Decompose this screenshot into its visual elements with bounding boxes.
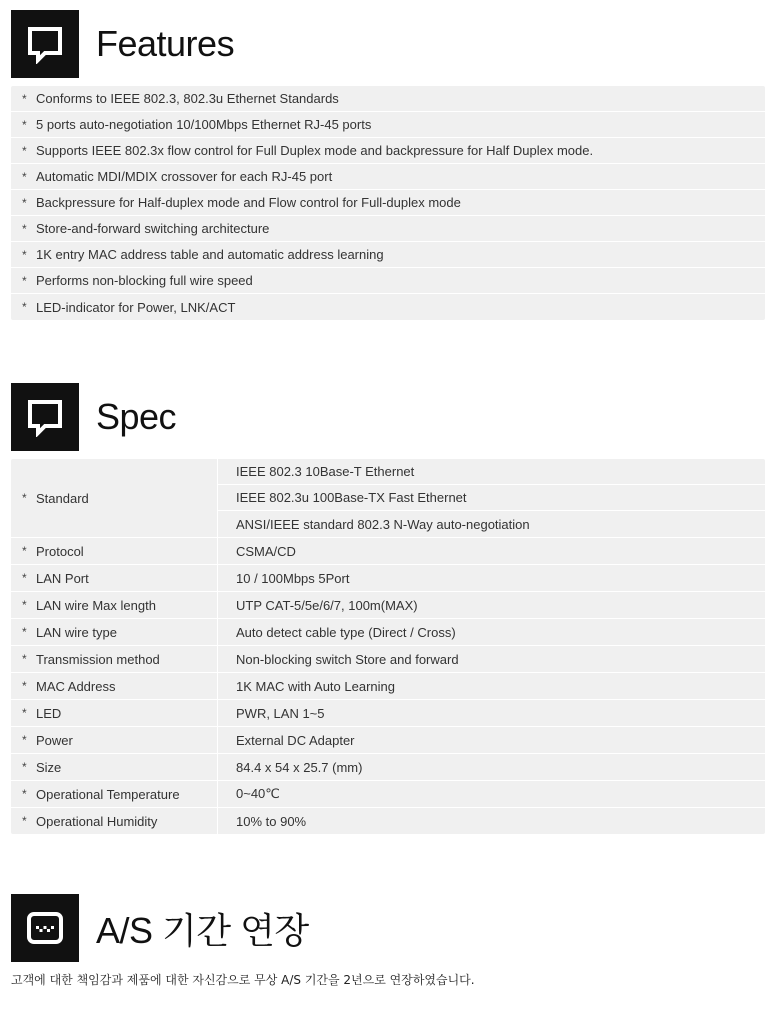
spec-label-text: LAN Port	[36, 570, 89, 586]
spec-value: IEEE 802.3u 100Base-TX Fast Ethernet	[218, 485, 765, 511]
spec-label	[11, 808, 218, 834]
spec-label	[11, 565, 218, 591]
spec-table	[11, 459, 765, 834]
feature-item	[11, 138, 765, 164]
spec-label-text: Operational Humidity	[36, 813, 158, 829]
spec-value: 10 / 100Mbps 5Port	[236, 570, 350, 586]
spec-label	[11, 727, 218, 753]
feature-item	[11, 86, 765, 112]
bullet-star: *	[22, 273, 27, 288]
bullet-star: *	[22, 143, 27, 158]
spec-label	[11, 781, 218, 807]
feature-text: LED-indicator for Power, LNK/ACT	[36, 299, 236, 315]
feature-item	[11, 164, 765, 190]
spec-label	[11, 459, 218, 537]
bullet-star: *	[22, 706, 27, 720]
spec-row	[11, 781, 765, 808]
as-description: 고객에 대한 책임감과 제품에 대한 자신감으로 무상 A/S 기간을 2년으로 연장하였습니다.	[11, 973, 475, 987]
feature-text: Store-and-forward switching architecture	[36, 221, 270, 236]
bullet-star: *	[22, 117, 27, 132]
bullet-star: *	[22, 733, 27, 747]
spec-value: PWR, LAN 1~5	[236, 705, 325, 721]
feature-text: Supports IEEE 802.3x flow control for Full Duplex mode and backpressure for Half Duplex mode.	[36, 143, 594, 158]
bullet-star: *	[22, 544, 27, 558]
bullet-star: *	[22, 91, 27, 106]
feature-text: 1K entry MAC address table and automatic address learning	[36, 247, 384, 262]
spec-value: Non-blocking switch Store and forward	[236, 651, 459, 667]
feature-text: Performs non-blocking full wire speed	[36, 273, 253, 288]
bullet-star: *	[22, 598, 27, 612]
spec-value: 84.4 x 54 x 25.7 (mm)	[236, 759, 363, 775]
spec-label	[11, 754, 218, 780]
bullet-star: *	[22, 221, 27, 236]
bullet-star: *	[22, 491, 27, 505]
spec-value: CSMA/CD	[236, 543, 296, 559]
spec-label-text: MAC Address	[36, 678, 116, 694]
bullet-star: *	[22, 679, 27, 693]
spec-label-text: Standard	[36, 490, 89, 506]
bullet-star: *	[22, 247, 27, 262]
spec-value: 0~40℃	[236, 786, 280, 801]
spec-label-text: LAN wire type	[36, 624, 117, 640]
spec-value: IEEE 802.3 10Base-T Ethernet	[218, 459, 765, 485]
spec-row	[11, 459, 765, 538]
feature-text: Automatic MDI/MDIX crossover for each RJ-45 port	[36, 169, 333, 184]
spec-value: ANSI/IEEE standard 802.3 N-Way auto-negotiation	[236, 516, 530, 532]
bullet-star: *	[22, 787, 27, 801]
feature-item	[11, 242, 765, 268]
bullet-star: *	[22, 300, 27, 314]
feature-item	[11, 268, 765, 294]
spec-label	[11, 619, 218, 645]
spec-value: UTP CAT-5/5e/6/7, 100m(MAX)	[236, 597, 418, 613]
features-list	[11, 86, 765, 320]
spec-row	[11, 592, 765, 619]
spec-label-text: Transmission method	[36, 651, 160, 667]
spec-label	[11, 592, 218, 618]
feature-item	[11, 112, 765, 138]
speech-bubble-icon	[11, 383, 79, 451]
spec-value: Auto detect cable type (Direct / Cross)	[236, 624, 456, 640]
speech-bubble-icon	[11, 10, 79, 78]
spec-label-text: LAN wire Max length	[36, 597, 156, 613]
feature-item	[11, 216, 765, 242]
spec-label	[11, 646, 218, 672]
feature-item	[11, 294, 765, 320]
spec-row	[11, 565, 765, 592]
spec-value: 1K MAC with Auto Learning	[236, 678, 395, 694]
spec-row	[11, 538, 765, 565]
bullet-star: *	[22, 195, 27, 210]
spec-value: 10% to 90%	[236, 813, 307, 829]
spec-row	[11, 727, 765, 754]
features-header	[11, 10, 234, 78]
spec-label	[11, 538, 218, 564]
spec-title: Spec	[96, 396, 177, 437]
spec-label-text: LED	[36, 705, 62, 721]
bullet-star: *	[22, 760, 27, 774]
bullet-star: *	[22, 625, 27, 639]
spec-label-text: Power	[36, 732, 73, 748]
feature-text: 5 ports auto-negotiation 10/100Mbps Ethernet RJ-45 ports	[36, 117, 372, 132]
spec-row	[11, 808, 765, 834]
bullet-star: *	[22, 814, 27, 828]
spec-value: External DC Adapter	[236, 732, 355, 748]
spec-label-text: Size	[36, 759, 62, 775]
as-title: A/S 기간 연장	[96, 909, 309, 951]
feature-item	[11, 190, 765, 216]
spec-label-text: Operational Temperature	[36, 786, 180, 802]
spec-header	[11, 383, 176, 451]
spec-label	[11, 700, 218, 726]
feature-text: Backpressure for Half-duplex mode and Flow control for Full-duplex mode	[36, 195, 461, 210]
spec-label-text: Protocol	[36, 543, 84, 559]
spec-row	[11, 754, 765, 781]
bullet-star: *	[22, 169, 27, 184]
feature-text: Conforms to IEEE 802.3, 802.3u Ethernet Standards	[36, 91, 339, 106]
bullet-star: *	[22, 571, 27, 585]
ticket-icon	[11, 894, 79, 962]
spec-row	[11, 700, 765, 727]
bullet-star: *	[22, 652, 27, 666]
spec-label	[11, 673, 218, 699]
spec-row	[11, 673, 765, 700]
spec-row	[11, 619, 765, 646]
features-title: Features	[96, 23, 235, 64]
as-header	[11, 894, 309, 962]
spec-row	[11, 646, 765, 673]
